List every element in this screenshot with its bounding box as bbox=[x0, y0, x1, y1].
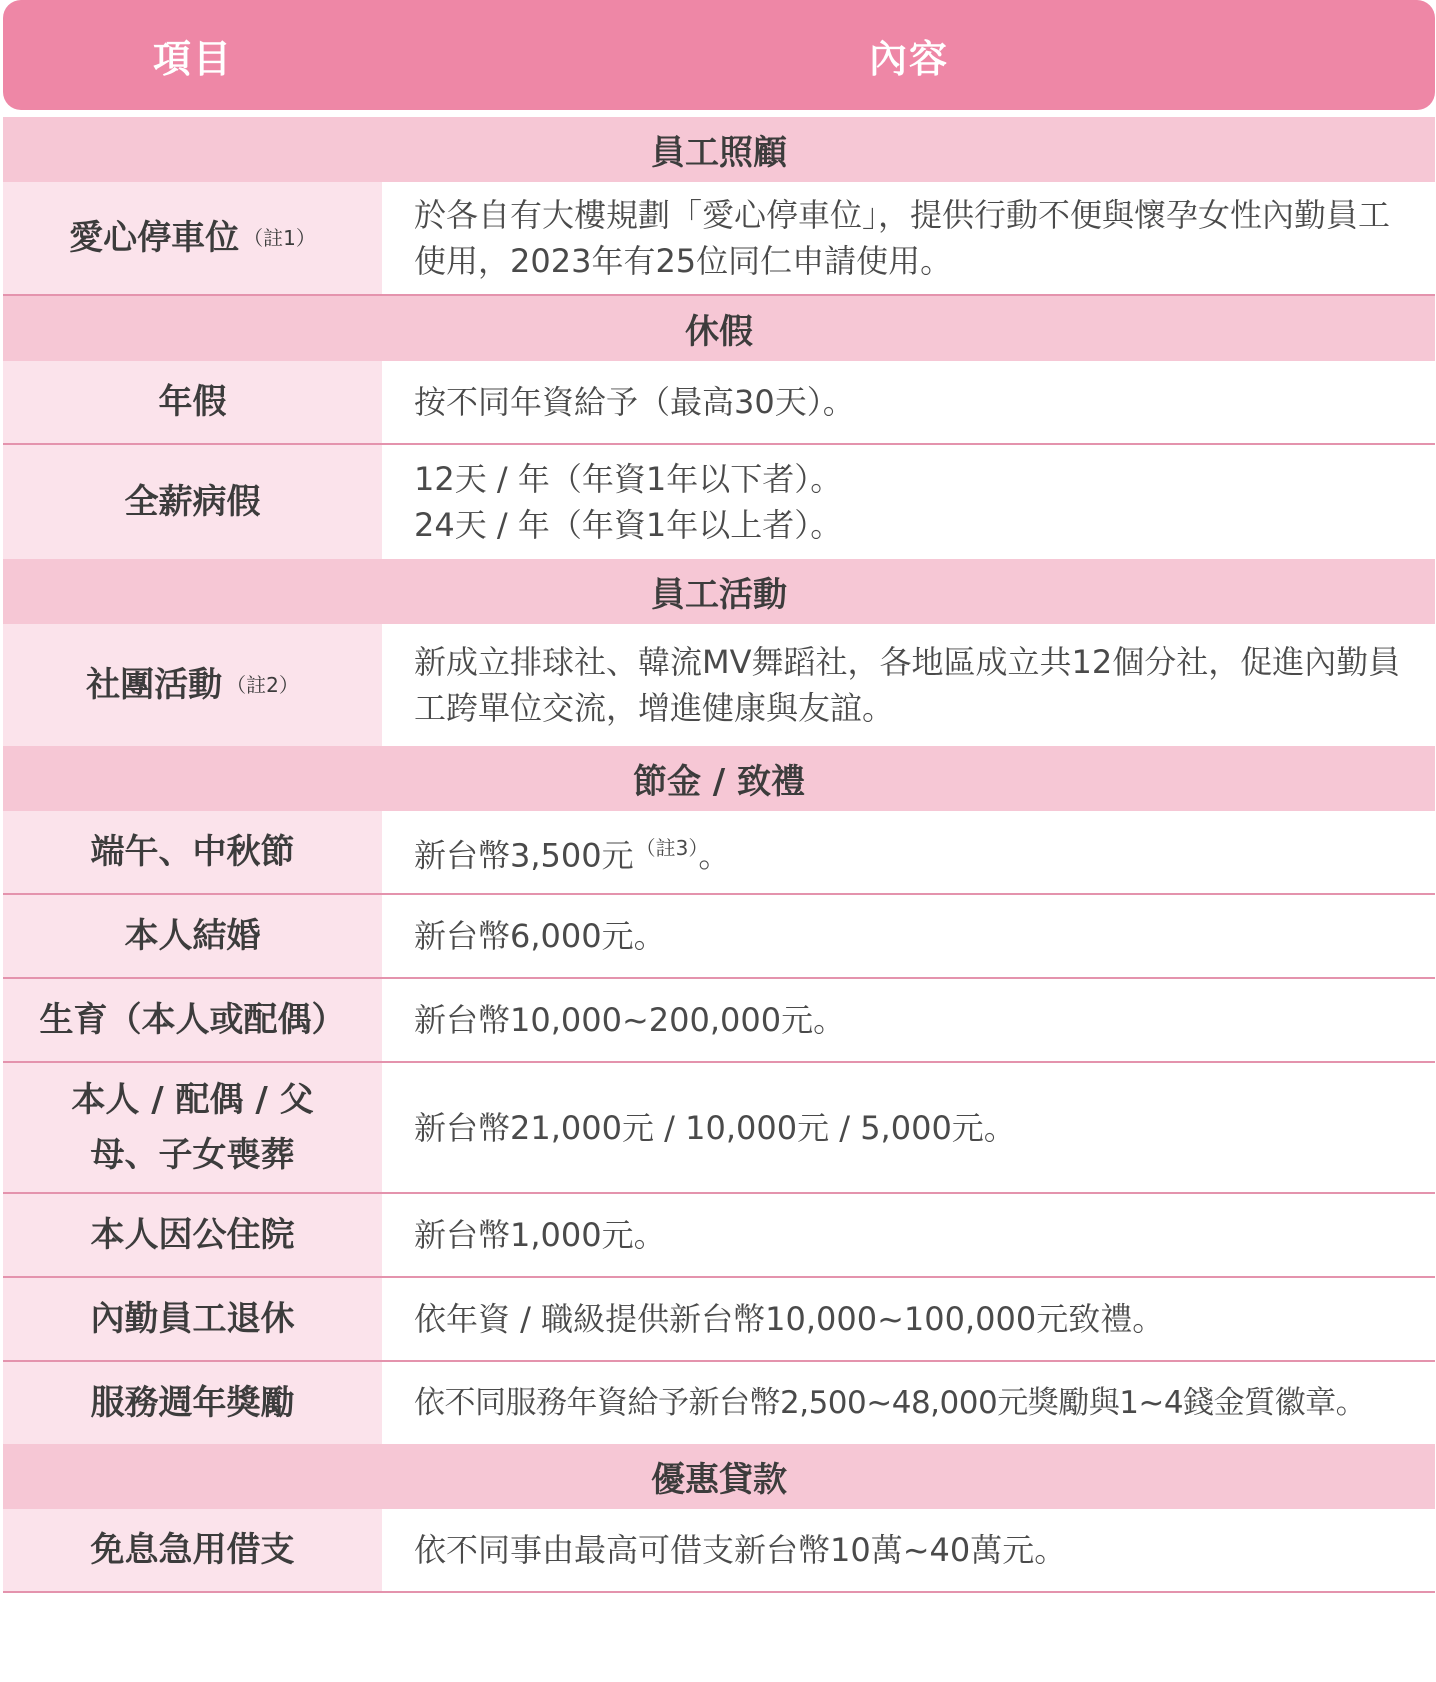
footnote-marker: （註3） bbox=[635, 836, 699, 861]
table-header bbox=[3, 0, 1435, 110]
section-employee-care: 員工照顧 bbox=[3, 117, 1435, 182]
table-row bbox=[3, 361, 1435, 445]
row-label: 生育（本人或配偶） bbox=[3, 979, 382, 1061]
row-label: 端午、中秋節 bbox=[3, 811, 382, 893]
header-item: 項目 bbox=[152, 36, 233, 81]
row-label: 本人結婚 bbox=[3, 895, 382, 977]
row-label: 本人因公住院 bbox=[3, 1194, 382, 1276]
row-label: 免息急用借支 bbox=[3, 1509, 382, 1591]
table-row bbox=[3, 624, 1435, 746]
table-row bbox=[3, 445, 1435, 559]
footnote-marker: （註2） bbox=[226, 673, 299, 697]
row-content: 依不同服務年資給予新台幣2,500~48,000元獎勵與1~4錢金質徽章。 bbox=[382, 1362, 1435, 1444]
row-label: 內勤員工退休 bbox=[3, 1278, 382, 1360]
table-row bbox=[3, 1362, 1435, 1444]
section-employee-activities: 員工活動 bbox=[3, 559, 1435, 624]
section-bonuses-gifts: 節金 / 致禮 bbox=[3, 746, 1435, 811]
table-row bbox=[3, 1509, 1435, 1593]
section-preferential-loans: 優惠貸款 bbox=[3, 1444, 1435, 1509]
row-content: 按不同年資給予（最高30天）。 bbox=[382, 361, 1435, 443]
row-label: 本人 / 配偶 / 父母、子女喪葬 bbox=[3, 1063, 382, 1192]
table-row bbox=[3, 1063, 1435, 1194]
section-leave: 休假 bbox=[3, 296, 1435, 361]
row-label: 社團活動 （註2） bbox=[3, 624, 382, 746]
row-label: 年假 bbox=[3, 361, 382, 443]
row-content: 於各自有大樓規劃「愛心停車位」，提供行動不便與懷孕女性內勤員工使用，2023年有25位同仁申請使用。 bbox=[382, 182, 1435, 294]
table-row bbox=[3, 182, 1435, 296]
row-label: 服務週年獎勵 bbox=[3, 1362, 382, 1444]
row-content: 新台幣1,000元。 bbox=[382, 1194, 1435, 1276]
row-content: 依不同事由最高可借支新台幣10萬~40萬元。 bbox=[382, 1509, 1435, 1591]
row-content: 新台幣3,500元 $^{(註3)}$。 bbox=[382, 811, 1435, 893]
row-content: 依年資 / 職級提供新台幣10,000~100,000元致禮。 bbox=[382, 1278, 1435, 1360]
row-content: 新台幣10,000~200,000元。 bbox=[382, 979, 1435, 1061]
table-row bbox=[3, 895, 1435, 979]
table-row bbox=[3, 979, 1435, 1063]
table-row bbox=[3, 1278, 1435, 1362]
row-label: 全薪病假 bbox=[3, 445, 382, 559]
row-content: 新台幣21,000元 / 10,000元 / 5,000元。 bbox=[382, 1063, 1435, 1192]
row-content: 新台幣6,000元。 bbox=[382, 895, 1435, 977]
row-content: 12天 / 年（年資1年以下者）。 24天 / 年（年資1年以上者）。 bbox=[382, 445, 1435, 559]
row-label: 愛心停車位 （註1） bbox=[3, 182, 382, 294]
footnote-marker: （註1） bbox=[243, 226, 316, 250]
header-content: 內容 bbox=[868, 36, 949, 81]
table-row bbox=[3, 811, 1435, 895]
row-content: 新成立排球社、韓流MV舞蹈社，各地區成立共12個分社，促進內勤員工跨單位交流，增進健康與友誼。 bbox=[382, 624, 1435, 746]
table-row bbox=[3, 1194, 1435, 1278]
